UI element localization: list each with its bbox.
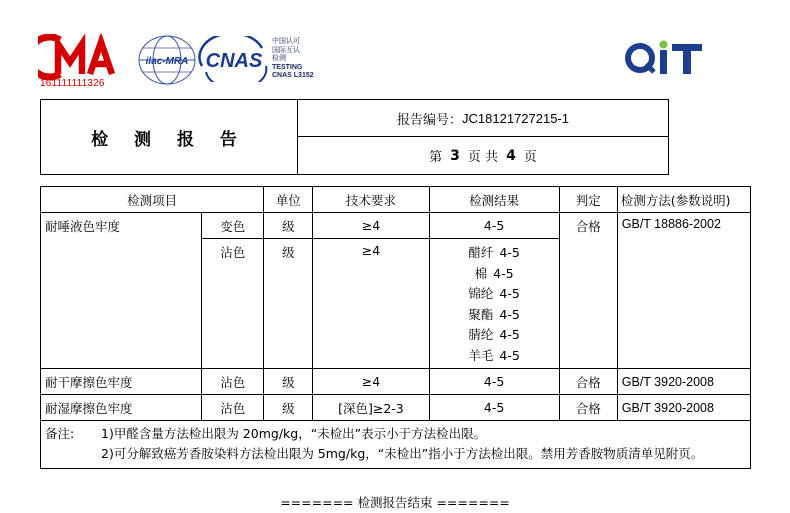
page-current: 3: [450, 147, 460, 164]
fiber-value: 4-5: [499, 286, 520, 302]
page-indicator: [298, 137, 668, 174]
fiber-value: 4-5: [499, 327, 520, 343]
item-saliva: 耐唾液色牢度: [41, 213, 202, 369]
sub-item: 沾色: [202, 239, 264, 369]
item-dry-rub: 耐干摩擦色牢度: [41, 369, 202, 395]
ilac-mra-logo: [136, 34, 198, 86]
remark-line: [45, 444, 750, 464]
fiber-result: [430, 346, 559, 367]
fiber-result: [430, 243, 559, 264]
remark-text: 2)可分解致癌芳香胺染料方法检出限为 5mg/kg，“未检出”指小于方法检出限。禁用芳香胺物质清单见附页。: [101, 446, 704, 461]
table-row: [41, 369, 751, 395]
verdict-cell: 合格: [559, 395, 617, 421]
cnas-caption: [272, 38, 314, 81]
cnas-line: 检测: [272, 55, 286, 62]
fiber-name: 醋纤: [468, 245, 494, 260]
sub-item: 变色: [202, 213, 264, 239]
table-row: [41, 213, 751, 239]
result-cell: 4-5: [429, 213, 559, 239]
remark-line: [45, 424, 750, 444]
requirement-cell: ≥4: [313, 213, 429, 239]
qit-text: QIT: [624, 40, 626, 41]
unit-cell: 级: [264, 369, 313, 395]
verdict-cell: 合格: [559, 213, 617, 369]
remarks-row: [41, 421, 751, 469]
cnas-text: CNAS: [205, 50, 263, 72]
unit-cell: 级: [264, 213, 313, 239]
cnas-line: 国际互认: [272, 46, 300, 54]
table-header-row: [41, 187, 751, 213]
verdict-cell: 合格: [559, 369, 617, 395]
col-header-verdict: 判定: [559, 187, 617, 213]
sub-item: 沾色: [202, 369, 264, 395]
method-cell: GB/T 3920-2008: [617, 369, 750, 395]
fiber-value: 4-5: [499, 245, 520, 260]
col-header-method: 检测方法(参数说明): [617, 187, 750, 213]
col-header-requirement: 技术要求: [313, 187, 429, 213]
fiber-result: [430, 305, 559, 326]
report-end-marker: ======= 检测报告结束 =======: [280, 495, 510, 510]
report-number-label: 报告编号：: [397, 112, 463, 128]
col-header-result: 检测结果: [429, 187, 559, 213]
fiber-result: [430, 284, 559, 305]
sub-item: 沾色: [202, 395, 264, 421]
report-number-value: JC18121727215-1: [462, 110, 569, 126]
fiber-result: [430, 325, 559, 346]
ilac-text: ilac-MRA: [145, 56, 189, 67]
cnas-line: 中国认可: [272, 38, 300, 45]
cnas-line: TESTING: [272, 63, 303, 71]
table-row: [41, 395, 751, 421]
remark-text: 1)甲醛含量方法检出限为 20mg/kg，“未检出”表示小于方法检出限。: [101, 426, 487, 441]
method-cell: GB/T 3920-2008: [617, 395, 750, 421]
page-mid: 页 共: [467, 150, 499, 165]
report-title: 检 测 报 告: [41, 100, 298, 174]
method-cell: GB/T 18886-2002: [617, 213, 750, 369]
col-header-unit: 单位: [264, 187, 313, 213]
page-total: 4: [506, 147, 516, 164]
result-cell: 4-5: [429, 395, 559, 421]
report-header: [40, 99, 669, 175]
requirement-cell: ≥4: [313, 369, 429, 395]
item-wet-rub: 耐湿摩擦色牢度: [41, 395, 202, 421]
cnas-line: CNAS L3152: [272, 72, 314, 79]
page-suffix: 页: [523, 150, 537, 165]
fiber-name: 棉: [474, 265, 488, 281]
fiber-value: 4-5: [499, 306, 520, 322]
cma-number: 161111111326: [40, 78, 105, 89]
unit-cell: 级: [264, 239, 313, 369]
report-number: [298, 100, 668, 137]
fiber-name: 羊毛: [468, 347, 494, 363]
fiber-value: 4-5: [499, 347, 520, 363]
fiber-name: 腈纶: [468, 327, 494, 343]
remarks: [41, 421, 751, 469]
remark-label: 备注:: [45, 426, 75, 441]
page-prefix: 第: [429, 150, 443, 165]
result-cell: 4-5: [429, 369, 559, 395]
unit-cell: 级: [264, 395, 313, 421]
fiber-value: 4-5: [493, 265, 514, 281]
requirement-cell: [深色]≥2-3: [313, 395, 429, 421]
fiber-name: 锦纶: [468, 286, 494, 302]
col-header-item: 检测项目: [41, 187, 264, 213]
fiber-results: [429, 239, 559, 369]
fiber-name: 聚酯: [468, 306, 494, 322]
fiber-result: [430, 264, 559, 285]
qit-logo: [624, 40, 712, 76]
results-table: [40, 186, 751, 469]
requirement-cell: ≥4: [313, 239, 429, 369]
cnas-logo: [198, 36, 270, 82]
